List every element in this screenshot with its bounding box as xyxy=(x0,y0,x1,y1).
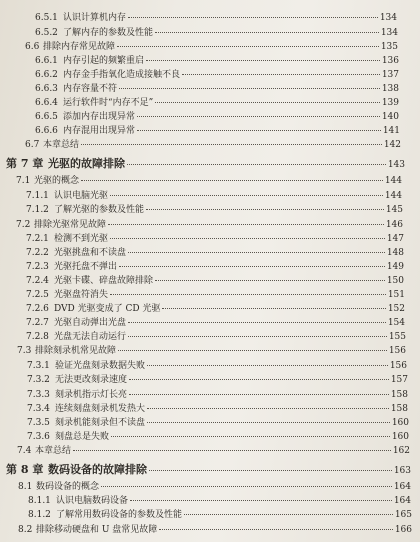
dot-leader xyxy=(137,130,381,131)
toc-section-title: 无法更改刻录速度 xyxy=(55,375,128,385)
toc-page-number: 162 xyxy=(392,446,410,456)
toc-page-number: 164 xyxy=(393,496,411,506)
dot-leader xyxy=(129,394,389,395)
toc-page-number: 154 xyxy=(387,318,405,328)
toc-section-title: DVD 光驱变成了 CD 光驱 xyxy=(54,304,161,314)
toc-entry xyxy=(35,28,398,39)
toc-section-title: 排除光驱常见故障 xyxy=(34,220,107,230)
toc-section-number: 8.1 xyxy=(18,482,33,492)
toc-page-number: 138 xyxy=(381,84,399,94)
toc-page-number: 160 xyxy=(391,432,409,442)
dot-leader xyxy=(155,102,380,103)
toc-section-title: 光盘无法自动运行 xyxy=(54,332,127,342)
toc-section-number: 6.5.1 xyxy=(35,13,58,23)
toc-page-number: 164 xyxy=(393,482,411,492)
toc-page-number: 146 xyxy=(385,220,403,230)
dot-leader xyxy=(129,379,389,380)
toc-entry xyxy=(27,375,408,386)
toc-section-number: 7.2.8 xyxy=(26,332,49,342)
toc-section-number: 7.3.2 xyxy=(27,375,50,385)
toc-section-number: 7.1.1 xyxy=(26,191,49,201)
toc-entry xyxy=(35,98,399,109)
toc-section-title: 光驱托盘不弹出 xyxy=(54,262,118,272)
toc-page-number: 155 xyxy=(388,332,406,342)
dot-leader xyxy=(118,350,387,351)
toc-chapter-title: 光驱的故障排除 xyxy=(48,157,125,170)
toc-page-number: 152 xyxy=(387,304,405,314)
toc-entry xyxy=(25,42,398,53)
dot-leader xyxy=(128,252,385,253)
toc-section-number: 7.3.3 xyxy=(27,390,50,400)
toc-page-number: 140 xyxy=(381,112,399,122)
toc-section-title: 认识计算机内存 xyxy=(63,13,127,23)
toc-page-number: 156 xyxy=(388,346,406,356)
toc-section-title: 光驱卡碟、碎盘故障排除 xyxy=(54,276,154,286)
toc-chapter-number: 第 8 章 xyxy=(6,463,44,476)
toc-section-title: 检测不到光驱 xyxy=(54,234,109,244)
dot-leader xyxy=(110,195,383,196)
toc-section-number: 6.6.6 xyxy=(35,126,58,136)
toc-section-number: 6.7 xyxy=(25,140,40,150)
toc-section-number: 7.3.5 xyxy=(27,418,50,428)
dot-leader xyxy=(73,450,391,451)
toc-page-number: 136 xyxy=(381,56,399,66)
toc-page-number: 165 xyxy=(394,510,412,520)
toc-entry xyxy=(27,404,408,415)
toc-entry xyxy=(26,248,404,259)
toc-entry xyxy=(17,446,410,457)
toc-page-number: 147 xyxy=(386,234,404,244)
toc-section-title: 认识电脑数码设备 xyxy=(56,496,129,506)
toc-section-title: 刻录机指示灯长亮 xyxy=(55,390,128,400)
toc-section-title: 了解内存的参数及性能 xyxy=(63,28,154,38)
dot-leader xyxy=(155,280,385,281)
toc-section-number: 7.3.4 xyxy=(27,404,50,414)
toc-page-number: 150 xyxy=(386,276,404,286)
toc-section-title: 内存混用出现异常 xyxy=(63,126,136,136)
dot-leader xyxy=(117,46,379,47)
dot-leader xyxy=(128,336,387,337)
dot-leader xyxy=(147,422,390,423)
toc-section-title: 认识电脑光驱 xyxy=(54,191,109,201)
toc-section-number: 7.2 xyxy=(16,220,31,230)
toc-page-number: 163 xyxy=(393,466,411,476)
toc-section-title: 刻录机能刻录但不读盘 xyxy=(55,418,146,428)
toc-section-title: 排除移动硬盘和 U 盘常见故障 xyxy=(36,525,158,535)
dot-leader xyxy=(81,144,382,145)
toc-entry xyxy=(26,332,406,343)
dot-leader xyxy=(149,470,392,471)
toc-section-title: 验证光盘刻录数据失败 xyxy=(55,361,146,371)
toc-entry xyxy=(35,84,399,95)
toc-section-number: 6.6.1 xyxy=(35,56,58,66)
toc-entry xyxy=(25,140,401,151)
toc-section-title: 排除内存常见故障 xyxy=(43,42,116,52)
dot-leader xyxy=(146,209,384,210)
dot-leader xyxy=(101,486,392,487)
toc-section-title: 内存容量不符 xyxy=(63,84,118,94)
dot-leader xyxy=(111,436,390,437)
toc-entry xyxy=(27,418,409,429)
dot-leader xyxy=(110,294,386,295)
toc-page-number: 134 xyxy=(380,28,398,38)
dot-leader xyxy=(130,500,392,501)
toc-entry xyxy=(17,346,406,357)
dot-leader xyxy=(184,514,393,515)
toc-page-number: 145 xyxy=(385,205,403,215)
dot-leader xyxy=(162,308,385,309)
toc-page-number: 134 xyxy=(379,13,397,23)
dot-leader xyxy=(128,322,386,323)
toc-section-number: 8.1.1 xyxy=(28,496,51,506)
toc-page-number: 139 xyxy=(381,98,399,108)
dot-leader xyxy=(119,266,385,267)
toc-section-title: 运行软件时“内存不足” xyxy=(63,98,154,108)
toc-page-number: 144 xyxy=(384,176,402,186)
toc-entry xyxy=(27,390,408,401)
toc-chapter-heading xyxy=(6,157,405,172)
toc-section-title: 本章总结 xyxy=(35,446,72,456)
toc-page-number: 157 xyxy=(390,375,408,385)
toc-section-number: 7.2.2 xyxy=(26,248,49,258)
toc-entry xyxy=(26,276,404,287)
toc-entry xyxy=(26,205,403,216)
toc-section-number: 7.2.4 xyxy=(26,276,49,286)
toc-section-title: 添加内存出现异常 xyxy=(63,112,136,122)
toc-section-title: 光驱挑盘和不读盘 xyxy=(54,248,127,258)
toc-entry xyxy=(35,126,400,137)
toc-section-number: 7.3 xyxy=(17,346,32,356)
toc-section-number: 7.3.6 xyxy=(27,432,50,442)
toc-entry xyxy=(18,525,412,536)
dot-leader xyxy=(137,116,380,117)
dot-leader xyxy=(127,164,386,165)
toc-section-number: 6.6.5 xyxy=(35,112,58,122)
toc-entry xyxy=(27,432,409,443)
toc-section-title: 本章总结 xyxy=(43,140,80,150)
dot-leader xyxy=(147,365,388,366)
toc-section-number: 6.6.3 xyxy=(35,84,58,94)
toc-entry xyxy=(35,56,399,67)
toc-chapter-number: 第 7 章 xyxy=(6,157,44,170)
toc-section-number: 7.2.3 xyxy=(26,262,49,272)
toc-section-number: 6.6 xyxy=(25,42,40,52)
toc-chapter-heading xyxy=(6,463,411,478)
toc-entry xyxy=(26,304,405,315)
toc-section-number: 6.5.2 xyxy=(35,28,58,38)
toc-section-title: 了解光驱的参数及性能 xyxy=(54,205,145,215)
toc-section-title: 数码设备的概念 xyxy=(36,482,100,492)
toc-page-number: 156 xyxy=(389,361,407,371)
dot-leader xyxy=(159,529,393,530)
toc-section-number: 7.2.6 xyxy=(26,304,49,314)
toc-page-number: 160 xyxy=(391,418,409,428)
toc-section-number: 6.6.4 xyxy=(35,98,58,108)
toc-chapter-title: 数码设备的故障排除 xyxy=(48,463,147,476)
toc-entry xyxy=(16,176,402,187)
toc-section-number: 7.4 xyxy=(17,446,32,456)
toc-section-title: 内存引起的频繁重启 xyxy=(63,56,145,66)
toc-section-number: 7.2.5 xyxy=(26,290,49,300)
toc-page-number: 142 xyxy=(383,140,401,150)
toc-entry xyxy=(35,70,399,81)
dot-leader xyxy=(146,60,380,61)
toc-page-number: 135 xyxy=(380,42,398,52)
toc-entry xyxy=(18,482,411,493)
toc-page-number: 148 xyxy=(386,248,404,258)
toc-section-title: 光驱的概念 xyxy=(34,176,80,186)
toc-entry xyxy=(26,262,404,273)
toc-page-number: 144 xyxy=(384,191,402,201)
toc-page-number: 137 xyxy=(381,70,399,80)
toc-entry xyxy=(28,510,412,521)
toc-entry xyxy=(27,361,407,372)
toc-section-number: 7.2.1 xyxy=(26,234,49,244)
toc-section-title: 光驱盘符消失 xyxy=(54,290,109,300)
toc-entry xyxy=(26,290,405,301)
toc-section-number: 7.2.7 xyxy=(26,318,49,328)
toc-section-number: 6.6.2 xyxy=(35,70,58,80)
dot-leader xyxy=(119,88,380,89)
toc-section-title: 排除刻录机常见故障 xyxy=(35,346,117,356)
toc-section-title: 内存金手指氧化造成接触不良 xyxy=(63,70,181,80)
toc-page-number: 143 xyxy=(387,160,405,170)
dot-leader xyxy=(110,238,385,239)
toc-page-number: 166 xyxy=(394,525,412,535)
dot-leader xyxy=(81,180,383,181)
toc-section-title: 刻盘总是失败 xyxy=(55,432,110,442)
toc-section-number: 7.3.1 xyxy=(27,361,50,371)
toc-section-title: 连续刻盘刻录机发热大 xyxy=(55,404,146,414)
toc-section-number: 8.2 xyxy=(18,525,33,535)
toc-section-title: 光驱自动弹出光盘 xyxy=(54,318,127,328)
toc-section-number: 7.1 xyxy=(16,176,31,186)
toc-page-number: 151 xyxy=(387,290,405,300)
toc-page-number: 158 xyxy=(390,404,408,414)
dot-leader xyxy=(182,74,380,75)
toc-entry xyxy=(35,13,397,24)
toc-page-number: 141 xyxy=(382,126,400,136)
toc-entry xyxy=(26,234,404,245)
toc-page-number: 158 xyxy=(390,390,408,400)
toc-entry xyxy=(28,496,411,507)
dot-leader xyxy=(155,32,379,33)
dot-leader xyxy=(128,17,378,18)
toc-section-number: 8.1.2 xyxy=(28,510,51,520)
dot-leader xyxy=(147,408,389,409)
toc-section-title: 了解常用数码设备的参数及性能 xyxy=(56,510,183,520)
toc-entry xyxy=(35,112,399,123)
toc-section-number: 7.1.2 xyxy=(26,205,49,215)
toc-page-number: 149 xyxy=(386,262,404,272)
toc-entry xyxy=(26,318,405,329)
toc-entry xyxy=(26,191,402,202)
dot-leader xyxy=(108,224,384,225)
toc-entry xyxy=(16,220,403,231)
